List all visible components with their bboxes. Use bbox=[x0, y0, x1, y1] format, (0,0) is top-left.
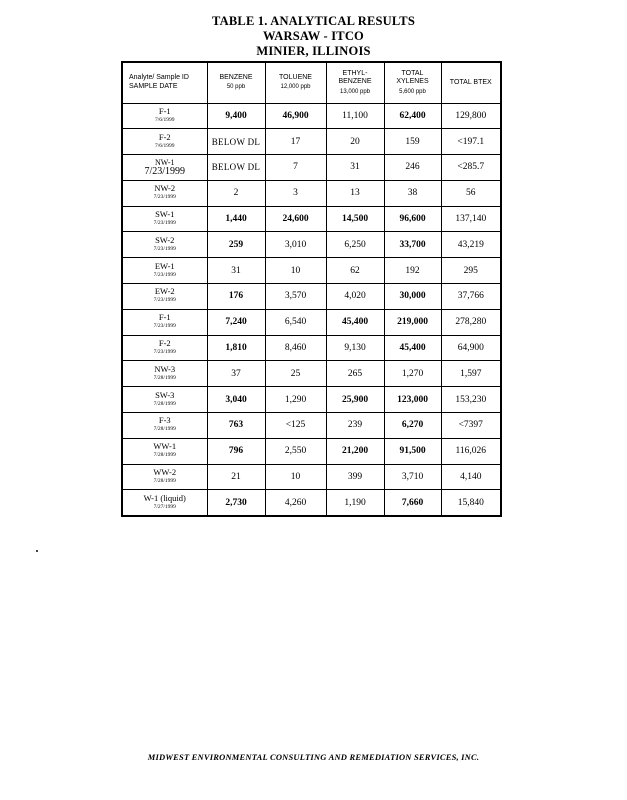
table-row bbox=[122, 490, 501, 516]
header-column-limit: 50 ppb bbox=[226, 84, 246, 91]
ethylbenzene-value: 6,250 bbox=[326, 232, 384, 258]
sample-id-cell bbox=[122, 361, 207, 387]
table-row bbox=[122, 309, 501, 335]
toluene-value: 1,290 bbox=[265, 387, 326, 413]
sample-id-cell bbox=[122, 258, 207, 284]
header-sample-id bbox=[122, 62, 207, 103]
table-row bbox=[122, 129, 501, 155]
sample-id-cell bbox=[122, 155, 207, 181]
ethylbenzene-value: 1,190 bbox=[326, 490, 384, 516]
title-line-1: TABLE 1. ANALYTICAL RESULTS bbox=[212, 14, 415, 28]
toluene-value: <125 bbox=[265, 413, 326, 439]
total-btex-value: 137,140 bbox=[441, 206, 501, 232]
table-row bbox=[122, 180, 501, 206]
xylenes-value: 246 bbox=[384, 155, 441, 181]
sample-id-cell bbox=[122, 309, 207, 335]
ethylbenzene-value: 21,200 bbox=[326, 438, 384, 464]
toluene-value: 3,570 bbox=[265, 284, 326, 310]
toluene-value: 10 bbox=[265, 464, 326, 490]
total-btex-value: 153,230 bbox=[441, 387, 501, 413]
ethylbenzene-value: 399 bbox=[326, 464, 384, 490]
xylenes-value: 62,400 bbox=[384, 103, 441, 129]
header-ethylbenzene bbox=[326, 62, 384, 103]
table-row bbox=[122, 438, 501, 464]
header-total-xylenes bbox=[384, 62, 441, 103]
total-btex-value: 4,140 bbox=[441, 464, 501, 490]
toluene-value: 6,540 bbox=[265, 309, 326, 335]
xylenes-value: 30,000 bbox=[384, 284, 441, 310]
header-column-limit: 12,000 ppb bbox=[280, 84, 311, 91]
xylenes-value: 159 bbox=[384, 129, 441, 155]
sample-date: 7/23/1999 bbox=[144, 166, 186, 178]
sample-date: 7/28/1999 bbox=[153, 452, 176, 459]
table-row bbox=[122, 103, 501, 129]
benzene-value: 2,730 bbox=[207, 490, 265, 516]
table-row bbox=[122, 206, 501, 232]
sample-date: 7/6/1999 bbox=[154, 116, 175, 123]
toluene-value: 3,010 bbox=[265, 232, 326, 258]
benzene-value: 37 bbox=[207, 361, 265, 387]
header-column-limit: 5,600 ppb bbox=[399, 88, 426, 95]
sample-id: WW-1 bbox=[153, 441, 177, 452]
total-btex-value: 56 bbox=[441, 180, 501, 206]
header-column-name: TOTAL XYLENES bbox=[396, 69, 429, 85]
company-footer: MIDWEST ENVIRONMENTAL CONSULTING AND REMEDIATION SERVICES, INC. bbox=[147, 752, 480, 762]
ethylbenzene-value: 62 bbox=[326, 258, 384, 284]
xylenes-value: 192 bbox=[384, 258, 441, 284]
ethylbenzene-value: 239 bbox=[326, 413, 384, 439]
sample-id: EW-2 bbox=[154, 286, 175, 297]
sample-id-cell bbox=[122, 103, 207, 129]
sample-date: 7/23/1999 bbox=[153, 245, 176, 252]
table-row bbox=[122, 284, 501, 310]
sample-date: 7/23/1999 bbox=[153, 220, 176, 227]
toluene-value: 25 bbox=[265, 361, 326, 387]
ethylbenzene-value: 4,020 bbox=[326, 284, 384, 310]
sample-id-cell bbox=[122, 335, 207, 361]
table-row bbox=[122, 155, 501, 181]
ethylbenzene-value: 25,900 bbox=[326, 387, 384, 413]
header-id-line2: SAMPLE DATE bbox=[129, 82, 178, 90]
total-btex-value: 64,900 bbox=[441, 335, 501, 361]
sample-id-cell bbox=[122, 284, 207, 310]
table-row bbox=[122, 413, 501, 439]
sample-date: 7/23/1999 bbox=[153, 194, 176, 201]
toluene-value: 3 bbox=[265, 180, 326, 206]
header-column-name: TOTAL BTEX bbox=[449, 78, 492, 86]
sample-id: SW-2 bbox=[155, 234, 175, 245]
toluene-value: 17 bbox=[265, 129, 326, 155]
table-row bbox=[122, 361, 501, 387]
sample-id: F-1 bbox=[158, 312, 171, 323]
sample-id: NW-1 bbox=[154, 158, 175, 168]
scan-speck bbox=[36, 550, 38, 552]
xylenes-value: 1,270 bbox=[384, 361, 441, 387]
sample-id: SW-3 bbox=[155, 389, 175, 400]
benzene-value: 796 bbox=[207, 438, 265, 464]
total-btex-value: 43,219 bbox=[441, 232, 501, 258]
sample-date: 7/27/1999 bbox=[153, 503, 176, 510]
sample-id: F-1 bbox=[158, 105, 171, 116]
table-title bbox=[0, 14, 627, 59]
toluene-value: 7 bbox=[265, 155, 326, 181]
title-line-3: MINIER, ILLINOIS bbox=[256, 44, 371, 58]
sample-id-cell bbox=[122, 464, 207, 490]
xylenes-value: 96,600 bbox=[384, 206, 441, 232]
sample-id: F-3 bbox=[158, 415, 171, 426]
benzene-value: 31 bbox=[207, 258, 265, 284]
ethylbenzene-value: 14,500 bbox=[326, 206, 384, 232]
sample-id: F-2 bbox=[158, 131, 171, 142]
benzene-value: 176 bbox=[207, 284, 265, 310]
ethylbenzene-value: 11,100 bbox=[326, 103, 384, 129]
header-row bbox=[122, 62, 501, 103]
sample-id: F-2 bbox=[158, 338, 171, 349]
benzene-value: 9,400 bbox=[207, 103, 265, 129]
benzene-value: 21 bbox=[207, 464, 265, 490]
benzene-value: BELOW DL bbox=[207, 129, 265, 155]
sample-id-cell bbox=[122, 438, 207, 464]
total-btex-value: 129,800 bbox=[441, 103, 501, 129]
header-toluene bbox=[265, 62, 326, 103]
total-btex-value: 37,766 bbox=[441, 284, 501, 310]
total-btex-value: <7397 bbox=[441, 413, 501, 439]
header-id-line1: Analyte/ Sample ID bbox=[129, 74, 189, 82]
total-btex-value: 1,597 bbox=[441, 361, 501, 387]
sample-id-cell bbox=[122, 387, 207, 413]
xylenes-value: 45,400 bbox=[384, 335, 441, 361]
sample-id: NW-3 bbox=[154, 363, 176, 374]
total-btex-value: 278,280 bbox=[441, 309, 501, 335]
sample-date: 7/6/1999 bbox=[154, 142, 175, 149]
sample-id: EW-1 bbox=[154, 260, 175, 271]
xylenes-value: 38 bbox=[384, 180, 441, 206]
table-row bbox=[122, 464, 501, 490]
header-column-name: TOLUENE bbox=[279, 73, 312, 81]
analytical-results-table bbox=[121, 61, 502, 517]
sample-id: SW-1 bbox=[155, 209, 175, 220]
sample-date: 7/28/1999 bbox=[153, 426, 176, 433]
toluene-value: 46,900 bbox=[265, 103, 326, 129]
benzene-value: 2 bbox=[207, 180, 265, 206]
toluene-value: 8,460 bbox=[265, 335, 326, 361]
header-column-limit: 13,000 ppb bbox=[339, 88, 371, 95]
benzene-value: 3,040 bbox=[207, 387, 265, 413]
sample-id-cell bbox=[122, 206, 207, 232]
total-btex-value: 295 bbox=[441, 258, 501, 284]
benzene-value: 1,810 bbox=[207, 335, 265, 361]
toluene-value: 24,600 bbox=[265, 206, 326, 232]
total-btex-value: 15,840 bbox=[441, 490, 501, 516]
sample-id-cell bbox=[122, 490, 207, 516]
xylenes-value: 3,710 bbox=[384, 464, 441, 490]
sample-date: 7/28/1999 bbox=[153, 478, 176, 485]
header-total-btex bbox=[441, 62, 501, 103]
benzene-value: 1,440 bbox=[207, 206, 265, 232]
benzene-value: 259 bbox=[207, 232, 265, 258]
total-btex-value: 116,026 bbox=[441, 438, 501, 464]
ethylbenzene-value: 31 bbox=[326, 155, 384, 181]
sample-date: 7/23/1999 bbox=[153, 323, 176, 330]
table-body bbox=[122, 103, 501, 516]
ethylbenzene-value: 9,130 bbox=[326, 335, 384, 361]
header-column-name: ETHYL- BENZENE bbox=[338, 69, 372, 85]
benzene-value: BELOW DL bbox=[207, 155, 265, 181]
total-btex-value: <197.1 bbox=[441, 129, 501, 155]
toluene-value: 10 bbox=[265, 258, 326, 284]
sample-id: NW-2 bbox=[154, 183, 176, 194]
ethylbenzene-value: 45,400 bbox=[326, 309, 384, 335]
sample-date: 7/23/1999 bbox=[153, 297, 176, 304]
sample-id: WW-2 bbox=[153, 467, 177, 478]
sample-date: 7/23/1999 bbox=[153, 271, 176, 278]
benzene-value: 7,240 bbox=[207, 309, 265, 335]
header-benzene bbox=[207, 62, 265, 103]
sample-id-cell bbox=[122, 232, 207, 258]
title-line-2: WARSAW - ITCO bbox=[262, 29, 364, 43]
benzene-value: 763 bbox=[207, 413, 265, 439]
xylenes-value: 123,000 bbox=[384, 387, 441, 413]
toluene-value: 2,550 bbox=[265, 438, 326, 464]
table-row bbox=[122, 335, 501, 361]
sample-id: W-1 (liquid) bbox=[143, 492, 186, 503]
xylenes-value: 91,500 bbox=[384, 438, 441, 464]
table-row bbox=[122, 258, 501, 284]
table-row bbox=[122, 387, 501, 413]
sample-id-cell bbox=[122, 129, 207, 155]
xylenes-value: 33,700 bbox=[384, 232, 441, 258]
header-column-name: BENZENE bbox=[219, 73, 253, 81]
xylenes-value: 6,270 bbox=[384, 413, 441, 439]
sample-date: 7/28/1999 bbox=[153, 374, 176, 381]
xylenes-value: 7,660 bbox=[384, 490, 441, 516]
toluene-value: 4,260 bbox=[265, 490, 326, 516]
total-btex-value: <285.7 bbox=[441, 155, 501, 181]
ethylbenzene-value: 265 bbox=[326, 361, 384, 387]
sample-date: 7/23/1999 bbox=[153, 349, 176, 356]
sample-id-cell bbox=[122, 413, 207, 439]
sample-date: 7/28/1999 bbox=[153, 400, 176, 407]
sample-id-cell bbox=[122, 180, 207, 206]
ethylbenzene-value: 13 bbox=[326, 180, 384, 206]
ethylbenzene-value: 20 bbox=[326, 129, 384, 155]
xylenes-value: 219,000 bbox=[384, 309, 441, 335]
table-row bbox=[122, 232, 501, 258]
